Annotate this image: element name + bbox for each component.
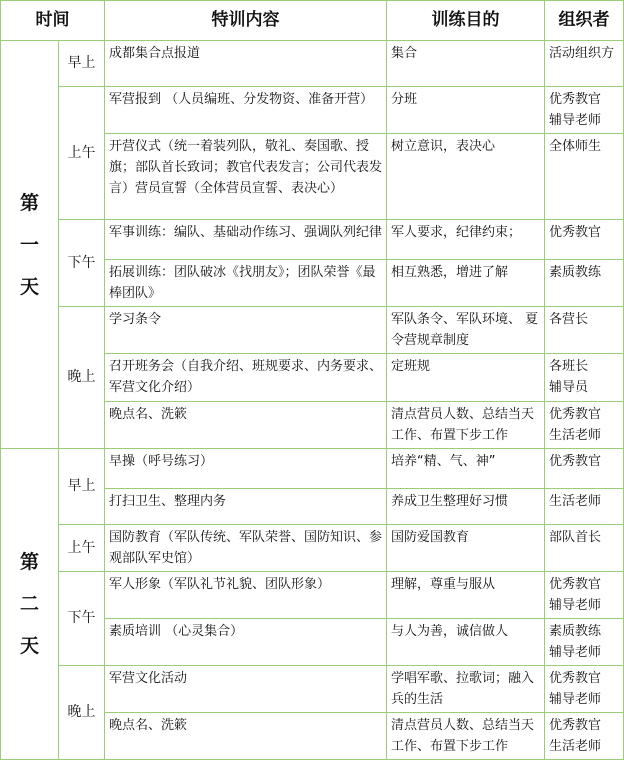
organizer-cell: 活动组织方 bbox=[545, 41, 624, 87]
organizer-cell: 优秀教官 生活老师 bbox=[545, 402, 624, 449]
content-cell: 国防教育（军队传统、军队荣誉、国防知识、参观部队军史馆） bbox=[105, 525, 387, 572]
period-label: 下午 bbox=[59, 572, 105, 666]
purpose-cell: 理解，尊重与服从 bbox=[387, 572, 545, 619]
organizer-cell: 优秀教官 辅导老师 bbox=[545, 666, 624, 713]
purpose-cell: 学唱军歌、拉歌词；融入兵的生活 bbox=[387, 666, 545, 713]
period-label: 早上 bbox=[59, 449, 105, 525]
content-cell: 打扫卫生、整理内务 bbox=[105, 489, 387, 525]
organizer-cell: 优秀教官 辅导老师 bbox=[545, 572, 624, 619]
day-char: 天 bbox=[19, 275, 39, 298]
purpose-cell: 培养“精、气、神” bbox=[387, 449, 545, 489]
period-label: 早上 bbox=[59, 41, 105, 87]
purpose-cell: 清点营员人数、总结当天工作、布置下步工作 bbox=[387, 402, 545, 449]
content-cell: 早操（呼号练习） bbox=[105, 449, 387, 489]
table-row bbox=[1, 572, 624, 619]
purpose-cell: 分班 bbox=[387, 87, 545, 134]
table-row bbox=[1, 666, 624, 713]
day-char: 第 bbox=[19, 191, 39, 214]
table-row bbox=[1, 87, 624, 134]
purpose-cell: 军队条令、军队环境、 夏令营规章制度 bbox=[387, 307, 545, 354]
content-cell: 军事训练：编队、基础动作练习、强调队列纪律 bbox=[105, 220, 387, 260]
period-label: 晚上 bbox=[59, 666, 105, 760]
day-char: 一 bbox=[19, 233, 39, 256]
content-cell: 军人形象（军队礼节礼貌、团队形象） bbox=[105, 572, 387, 619]
organizer-cell: 素质教练 辅导老师 bbox=[545, 619, 624, 666]
purpose-cell: 军人要求，纪律约束； bbox=[387, 220, 545, 260]
content-cell: 军营报到 （人员编班、分发物资、准备开营） bbox=[105, 87, 387, 134]
day-label bbox=[1, 41, 59, 449]
day-label bbox=[1, 449, 59, 760]
header-organizer: 组织者 bbox=[545, 1, 624, 41]
purpose-cell: 定班规 bbox=[387, 354, 545, 402]
day-char: 第 bbox=[19, 551, 39, 573]
organizer-cell: 素质教练 bbox=[545, 260, 624, 307]
table-row bbox=[1, 307, 624, 354]
purpose-cell: 清点营员人数、总结当天工作、布置下步工作 bbox=[387, 713, 545, 760]
organizer-cell: 优秀教官 辅导老师 bbox=[545, 87, 624, 134]
content-cell: 开营仪式（统一着装列队，敬礼、奏国歌、授旗；部队首长致词；教官代表发言；公司代表发言）营员宣誓（全体营员宣誓、表决心） bbox=[105, 134, 387, 220]
content-cell: 召开班务会（自我介绍、班规要求、内务要求、军营文化介绍） bbox=[105, 354, 387, 402]
content-cell: 素质培训 （心灵集合） bbox=[105, 619, 387, 666]
period-label: 下午 bbox=[59, 220, 105, 307]
header-time: 时间 bbox=[1, 1, 105, 41]
day-char: 天 bbox=[19, 635, 39, 657]
header-purpose: 训练目的 bbox=[387, 1, 545, 41]
organizer-cell: 各班长 辅导员 bbox=[545, 354, 624, 402]
content-cell: 学习条令 bbox=[105, 307, 387, 354]
purpose-cell: 国防爱国教育 bbox=[387, 525, 545, 572]
table-row bbox=[1, 449, 624, 489]
organizer-cell: 各营长 bbox=[545, 307, 624, 354]
organizer-cell: 全体师生 bbox=[545, 134, 624, 220]
period-label: 上午 bbox=[59, 525, 105, 572]
organizer-cell: 优秀教官 生活老师 bbox=[545, 713, 624, 760]
purpose-cell: 集合 bbox=[387, 41, 545, 87]
table-row bbox=[1, 41, 624, 87]
content-cell: 军营文化活动 bbox=[105, 666, 387, 713]
table-row bbox=[1, 220, 624, 260]
purpose-cell: 与人为善，诚信做人 bbox=[387, 619, 545, 666]
content-cell: 晚点名、洗簌 bbox=[105, 402, 387, 449]
organizer-cell: 优秀教官 bbox=[545, 449, 624, 489]
purpose-cell: 树立意识，表决心 bbox=[387, 134, 545, 220]
organizer-cell: 优秀教官 bbox=[545, 220, 624, 260]
purpose-cell: 相互熟悉，增进了解 bbox=[387, 260, 545, 307]
period-label: 晚上 bbox=[59, 307, 105, 449]
table-row bbox=[1, 525, 624, 572]
header-row bbox=[1, 1, 624, 41]
purpose-cell: 养成卫生整理好习惯 bbox=[387, 489, 545, 525]
period-label: 上午 bbox=[59, 87, 105, 220]
organizer-cell: 部队首长 bbox=[545, 525, 624, 572]
content-cell: 成都集合点报道 bbox=[105, 41, 387, 87]
content-cell: 晚点名、洗簌 bbox=[105, 713, 387, 760]
organizer-cell: 生活老师 bbox=[545, 489, 624, 525]
day-char: 二 bbox=[19, 593, 39, 615]
header-content: 特训内容 bbox=[105, 1, 387, 41]
content-cell: 拓展训练：团队破冰《找朋友》；团队荣誉《最棒团队》 bbox=[105, 260, 387, 307]
